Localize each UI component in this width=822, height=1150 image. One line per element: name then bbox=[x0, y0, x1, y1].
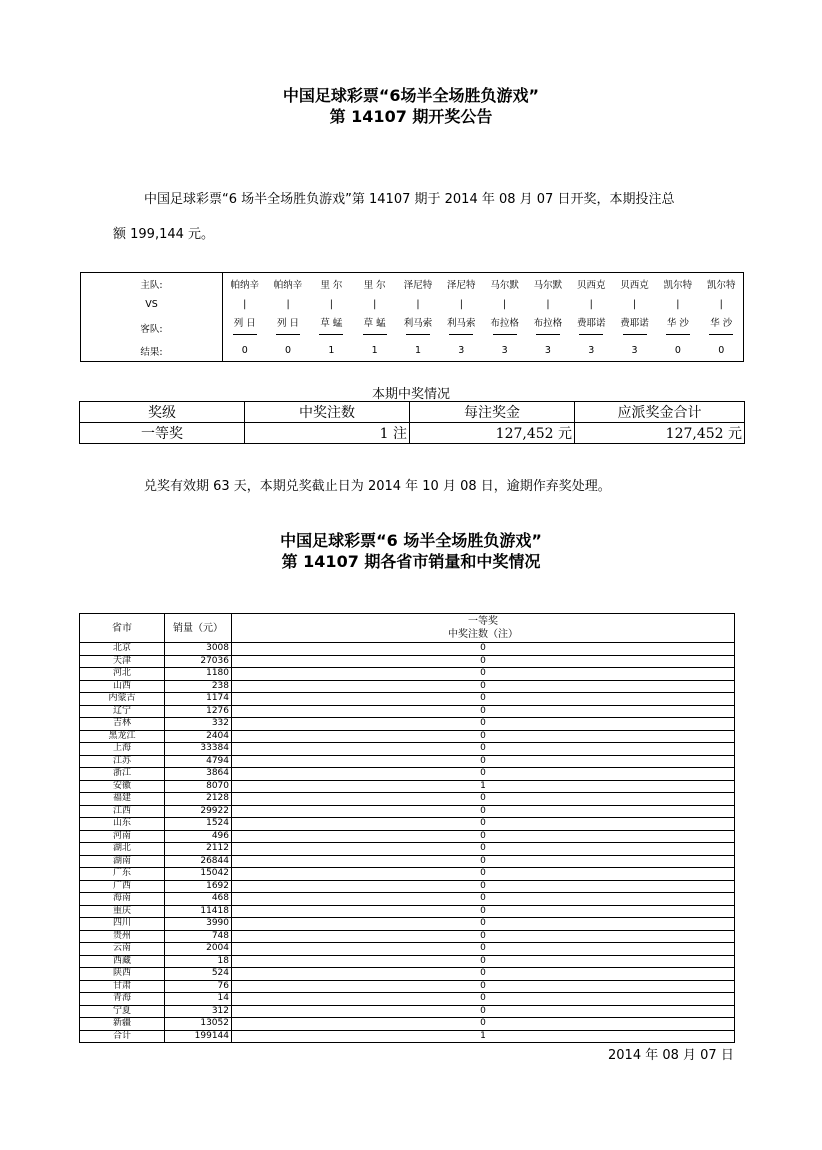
province-sales: 748 bbox=[165, 930, 232, 943]
table-row bbox=[80, 643, 735, 656]
home-label: 主队: bbox=[81, 273, 223, 295]
province-first-prize: 0 bbox=[232, 943, 735, 956]
away-team-name: 费耶诺 bbox=[620, 318, 649, 329]
table-row bbox=[80, 780, 735, 793]
result-row bbox=[81, 340, 744, 362]
province-sales: 3864 bbox=[165, 768, 232, 781]
away-team-name: 费耶诺 bbox=[576, 318, 606, 329]
match-results-table bbox=[80, 272, 744, 362]
province-name: 江苏 bbox=[80, 755, 165, 768]
province-name: 湖南 bbox=[80, 855, 165, 868]
away-team-name: 草 蜢 bbox=[363, 318, 386, 329]
province-name: 重庆 bbox=[80, 905, 165, 918]
table-row bbox=[80, 968, 735, 981]
table-row bbox=[80, 793, 735, 806]
province-name: 贵州 bbox=[80, 930, 165, 943]
away-team-name: 列 日 bbox=[233, 318, 256, 329]
home-team: 凯尔特 bbox=[663, 279, 693, 291]
province-sales: 2004 bbox=[165, 943, 232, 956]
province-name: 青海 bbox=[80, 993, 165, 1006]
province-name: 辽宁 bbox=[80, 705, 165, 718]
table-row bbox=[80, 743, 735, 756]
home-team: 贝西克 bbox=[620, 279, 649, 291]
match-result: 0 bbox=[718, 345, 725, 356]
table-row bbox=[80, 1030, 735, 1043]
vs-bar: | bbox=[632, 299, 637, 310]
prize-header-amount: 每注奖金 bbox=[410, 402, 575, 423]
table-row bbox=[80, 805, 735, 818]
home-team: 马尔默 bbox=[490, 279, 519, 291]
province-first-prize: 0 bbox=[232, 843, 735, 856]
table-row bbox=[80, 1018, 735, 1031]
province-name: 广西 bbox=[80, 880, 165, 893]
away-team bbox=[483, 315, 526, 340]
match-result: 1 bbox=[414, 345, 421, 356]
divider bbox=[319, 334, 343, 335]
table-row bbox=[80, 705, 735, 718]
province-name: 福建 bbox=[80, 793, 165, 806]
away-team bbox=[310, 315, 353, 340]
home-team: 泽尼特 bbox=[403, 279, 433, 291]
vs-label: VS bbox=[81, 294, 223, 315]
province-name: 陕西 bbox=[80, 968, 165, 981]
province-first-prize: 0 bbox=[232, 668, 735, 681]
divider bbox=[536, 334, 560, 335]
away-team bbox=[266, 315, 309, 340]
table-row bbox=[80, 693, 735, 706]
province-sales: 18 bbox=[165, 955, 232, 968]
province-sales: 2112 bbox=[165, 843, 232, 856]
divider bbox=[363, 334, 387, 335]
away-team bbox=[656, 315, 699, 340]
province-first-prize: 0 bbox=[232, 793, 735, 806]
away-team-name: 华 沙 bbox=[710, 318, 733, 329]
intro-line-1: 中国足球彩票“6 场半全场胜负游戏”第 14107 期于 2014 年 08 月 07 日开奖，本期投注总 bbox=[144, 192, 675, 207]
province-sales: 15042 bbox=[165, 868, 232, 881]
table-row bbox=[80, 718, 735, 731]
province-sales: 1276 bbox=[165, 705, 232, 718]
province-sales: 238 bbox=[165, 680, 232, 693]
vs-bar: | bbox=[243, 299, 247, 310]
home-team: 里 尔 bbox=[363, 279, 386, 291]
table-row bbox=[80, 818, 735, 831]
match-result: 1 bbox=[328, 345, 335, 356]
home-team: 帕纳辛 bbox=[230, 279, 259, 291]
table-row bbox=[80, 768, 735, 781]
match-result: 0 bbox=[285, 345, 292, 356]
province-first-prize: 0 bbox=[232, 905, 735, 918]
match-result: 1 bbox=[371, 345, 378, 356]
vs-bar: | bbox=[286, 299, 290, 310]
away-team-name: 列 日 bbox=[277, 318, 300, 329]
prize-header-level: 奖级 bbox=[80, 402, 245, 423]
province-sales: 1174 bbox=[165, 693, 232, 706]
match-result: 3 bbox=[544, 345, 551, 356]
header-sales: 销量（元） bbox=[165, 614, 232, 643]
province-name: 吉林 bbox=[80, 718, 165, 731]
province-first-prize: 0 bbox=[232, 768, 735, 781]
province-sales: 76 bbox=[165, 980, 232, 993]
home-team: 泽尼特 bbox=[447, 279, 476, 291]
province-sales: 2128 bbox=[165, 793, 232, 806]
divider bbox=[709, 334, 733, 335]
table-row bbox=[80, 680, 735, 693]
province-first-prize: 0 bbox=[232, 993, 735, 1006]
province-name: 安徽 bbox=[80, 780, 165, 793]
table-row bbox=[80, 880, 735, 893]
match-result: 3 bbox=[588, 345, 595, 356]
province-first-prize: 0 bbox=[232, 680, 735, 693]
vs-bar: | bbox=[329, 299, 333, 310]
province-sales: 13052 bbox=[165, 1018, 232, 1031]
away-team bbox=[526, 315, 569, 340]
match-result: 0 bbox=[241, 345, 248, 356]
vs-row bbox=[81, 294, 744, 315]
table-row bbox=[80, 730, 735, 743]
prize-table bbox=[79, 401, 745, 444]
province-sales: 29922 bbox=[165, 805, 232, 818]
match-result: 3 bbox=[501, 345, 508, 356]
province-first-prize: 0 bbox=[232, 655, 735, 668]
table-row bbox=[80, 855, 735, 868]
table-row bbox=[80, 930, 735, 943]
prize-level: 一等奖 bbox=[80, 423, 245, 444]
province-name: 北京 bbox=[80, 643, 165, 656]
province-first-prize: 0 bbox=[232, 880, 735, 893]
province-name: 河北 bbox=[80, 668, 165, 681]
table-row bbox=[80, 668, 735, 681]
province-sales: 199144 bbox=[165, 1030, 232, 1043]
table-row bbox=[80, 1005, 735, 1018]
province-first-prize: 0 bbox=[232, 693, 735, 706]
divider bbox=[276, 334, 300, 335]
home-team: 马尔默 bbox=[533, 279, 563, 291]
province-sales: 27036 bbox=[165, 655, 232, 668]
province-name: 宁夏 bbox=[80, 1005, 165, 1018]
province-sales: 2404 bbox=[165, 730, 232, 743]
province-name: 山东 bbox=[80, 818, 165, 831]
result-label: 结果: bbox=[81, 340, 223, 362]
match-result: 3 bbox=[458, 345, 465, 356]
home-team: 里 尔 bbox=[320, 279, 343, 291]
table-row bbox=[80, 655, 735, 668]
prize-header-count: 中奖注数 bbox=[245, 402, 410, 423]
province-first-prize: 0 bbox=[232, 1018, 735, 1031]
province-subtitle: 第 14107 期各省市销量和中奖情况 bbox=[281, 552, 541, 571]
table-row bbox=[80, 905, 735, 918]
province-first-prize: 0 bbox=[232, 830, 735, 843]
divider bbox=[579, 334, 603, 335]
header-first: 一等奖 bbox=[468, 616, 498, 627]
province-sales-table bbox=[79, 613, 735, 1043]
header-first-prize bbox=[232, 614, 735, 643]
divider bbox=[449, 334, 473, 335]
province-name: 西藏 bbox=[80, 955, 165, 968]
province-sales: 496 bbox=[165, 830, 232, 843]
away-team-name: 草 蜢 bbox=[320, 318, 343, 329]
province-first-prize: 0 bbox=[232, 968, 735, 981]
table-row bbox=[80, 955, 735, 968]
home-row bbox=[81, 273, 744, 295]
province-sales: 26844 bbox=[165, 855, 232, 868]
divider bbox=[233, 334, 257, 335]
province-sales: 4794 bbox=[165, 755, 232, 768]
away-team-name: 利马索 bbox=[447, 318, 476, 329]
province-title: 中国足球彩票“6 场半全场胜负游戏” bbox=[280, 531, 542, 550]
province-name: 四川 bbox=[80, 918, 165, 931]
away-team bbox=[396, 315, 439, 340]
prize-row bbox=[80, 423, 745, 444]
away-team-name: 布拉格 bbox=[490, 318, 519, 329]
province-sales: 14 bbox=[165, 993, 232, 1006]
province-first-prize: 0 bbox=[232, 918, 735, 931]
vs-bar: | bbox=[589, 299, 593, 310]
divider bbox=[493, 334, 517, 335]
province-header-row bbox=[80, 614, 735, 643]
province-first-prize: 0 bbox=[232, 805, 735, 818]
province-sales: 33384 bbox=[165, 743, 232, 756]
announcement-title: 中国足球彩票“6场半全场胜负游戏” bbox=[282, 86, 540, 105]
province-first-prize: 0 bbox=[232, 955, 735, 968]
prize-count: 1 注 bbox=[245, 423, 410, 444]
province-first-prize: 0 bbox=[232, 643, 735, 656]
vs-bar: | bbox=[459, 299, 463, 310]
table-row bbox=[80, 918, 735, 931]
vs-bar: | bbox=[546, 299, 550, 310]
intro-line-2: 额 199,144 元。 bbox=[113, 227, 215, 242]
table-row bbox=[80, 830, 735, 843]
vs-bar: | bbox=[676, 299, 680, 310]
province-name: 浙江 bbox=[80, 768, 165, 781]
prize-caption: 本期中奖情况 bbox=[371, 387, 450, 402]
province-name: 内蒙古 bbox=[80, 693, 165, 706]
province-rows bbox=[80, 643, 735, 1043]
table-row bbox=[80, 993, 735, 1006]
vs-bar: | bbox=[373, 299, 377, 310]
province-sales: 3990 bbox=[165, 918, 232, 931]
table-row bbox=[80, 980, 735, 993]
announcement-subtitle: 第 14107 期开奖公告 bbox=[329, 107, 493, 126]
prize-amount: 127,452 元 bbox=[410, 423, 575, 444]
away-team bbox=[440, 315, 483, 340]
province-sales: 11418 bbox=[165, 905, 232, 918]
header-province: 省市 bbox=[80, 614, 165, 643]
away-team bbox=[570, 315, 613, 340]
home-team: 凯尔特 bbox=[707, 279, 736, 291]
away-team bbox=[353, 315, 396, 340]
issue-date: 2014 年 08 月 07 日 bbox=[608, 1048, 734, 1063]
province-first-prize: 1 bbox=[232, 1030, 735, 1043]
table-row bbox=[80, 868, 735, 881]
province-name: 云南 bbox=[80, 943, 165, 956]
province-first-prize: 0 bbox=[232, 755, 735, 768]
province-name: 海南 bbox=[80, 893, 165, 906]
province-sales: 1180 bbox=[165, 668, 232, 681]
home-team: 帕纳辛 bbox=[273, 279, 303, 291]
province-sales: 312 bbox=[165, 1005, 232, 1018]
away-team-name: 利马索 bbox=[403, 318, 433, 329]
province-name: 合计 bbox=[80, 1030, 165, 1043]
province-name: 江西 bbox=[80, 805, 165, 818]
province-sales: 1524 bbox=[165, 818, 232, 831]
prize-header-row bbox=[80, 402, 745, 423]
vs-bar: | bbox=[719, 299, 723, 310]
divider bbox=[623, 334, 647, 335]
province-name: 天津 bbox=[80, 655, 165, 668]
away-team bbox=[223, 315, 267, 340]
province-first-prize: 0 bbox=[232, 893, 735, 906]
province-name: 上海 bbox=[80, 743, 165, 756]
province-sales: 8070 bbox=[165, 780, 232, 793]
province-name: 甘肃 bbox=[80, 980, 165, 993]
province-name: 广东 bbox=[80, 868, 165, 881]
province-first-prize: 0 bbox=[232, 818, 735, 831]
home-team: 贝西克 bbox=[576, 279, 606, 291]
away-team-name: 华 沙 bbox=[666, 318, 689, 329]
province-first-prize: 0 bbox=[232, 980, 735, 993]
away-team bbox=[613, 315, 656, 340]
claim-notice: 兑奖有效期 63 天，本期兑奖截止日为 2014 年 10 月 08 日，逾期作弃奖处理。 bbox=[144, 479, 611, 494]
vs-bar: | bbox=[503, 299, 507, 310]
province-name: 河南 bbox=[80, 830, 165, 843]
province-first-prize: 0 bbox=[232, 718, 735, 731]
away-team-name: 布拉格 bbox=[533, 318, 563, 329]
province-sales: 468 bbox=[165, 893, 232, 906]
province-first-prize: 0 bbox=[232, 868, 735, 881]
away-team bbox=[700, 315, 744, 340]
province-first-prize: 0 bbox=[232, 930, 735, 943]
table-row bbox=[80, 843, 735, 856]
header-count: 中奖注数（注） bbox=[448, 629, 518, 640]
province-first-prize: 1 bbox=[232, 780, 735, 793]
vs-bar: | bbox=[416, 299, 420, 310]
province-first-prize: 0 bbox=[232, 743, 735, 756]
match-result: 0 bbox=[674, 345, 681, 356]
province-first-prize: 0 bbox=[232, 730, 735, 743]
prize-total: 127,452 元 bbox=[575, 423, 745, 444]
province-first-prize: 0 bbox=[232, 855, 735, 868]
divider bbox=[666, 334, 690, 335]
province-sales: 3008 bbox=[165, 643, 232, 656]
province-sales: 524 bbox=[165, 968, 232, 981]
province-name: 新疆 bbox=[80, 1018, 165, 1031]
province-first-prize: 0 bbox=[232, 1005, 735, 1018]
away-row bbox=[81, 315, 744, 340]
away-label: 客队: bbox=[81, 315, 223, 340]
table-row bbox=[80, 755, 735, 768]
province-name: 山西 bbox=[80, 680, 165, 693]
divider bbox=[406, 334, 430, 335]
prize-header-total: 应派奖金合计 bbox=[575, 402, 745, 423]
table-row bbox=[80, 893, 735, 906]
province-sales: 332 bbox=[165, 718, 232, 731]
province-name: 黑龙江 bbox=[80, 730, 165, 743]
table-row bbox=[80, 943, 735, 956]
match-result: 3 bbox=[631, 345, 638, 356]
province-name: 湖北 bbox=[80, 843, 165, 856]
province-first-prize: 0 bbox=[232, 705, 735, 718]
province-sales: 1692 bbox=[165, 880, 232, 893]
